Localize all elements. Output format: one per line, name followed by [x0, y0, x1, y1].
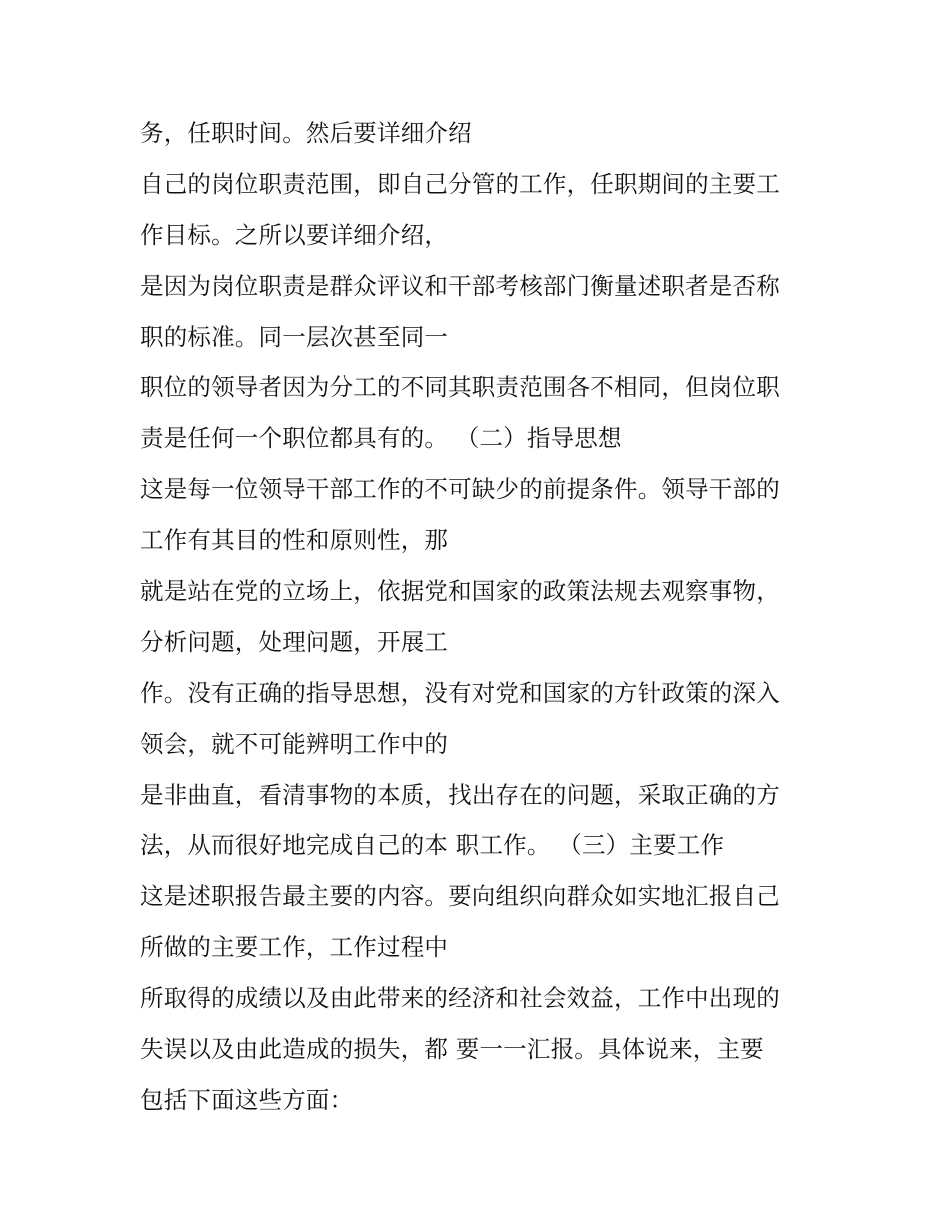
text-line-11: 分析问题，处理问题，开展工: [140, 627, 449, 656]
text-line-12: 作。没有正确的指导思想，没有对党和国家的方针政策的深入: [140, 678, 780, 707]
text-line-6: 职位的领导者因为分工的不同其职责范围各不相同，但岗位职: [140, 373, 780, 402]
text-line-9: 工作有其目的性和原则性，那: [140, 526, 449, 555]
text-line-16: 这是述职报告最主要的内容。要向组织向群众如实地汇报自己: [140, 882, 780, 911]
text-line-4: 是因为岗位职责是群众评议和干部考核部门衡量述职者是否称: [140, 271, 780, 300]
text-line-14: 是非曲直，看清事物的本质，找出存在的问题，采取正确的方: [140, 780, 780, 809]
text-line-5: 职的标准。同一层次甚至同一: [140, 322, 449, 351]
text-line-13: 领会，就不可能辨明工作中的: [140, 729, 449, 758]
text-line-19: 失误以及由此造成的损失，都 要一一汇报。具体说来，主要: [140, 1035, 764, 1064]
text-line-15: 法，从而很好地完成自己的本 职工作。 （三）主要工作: [140, 831, 725, 860]
text-line-18: 所取得的成绩以及由此带来的经济和社会效益，工作中出现的: [140, 984, 780, 1013]
text-line-1: 务，任职时间。然后要详细介绍: [140, 119, 472, 147]
text-line-10: 就是站在党的立场上，依据党和国家的政策法规去观察事物，: [140, 577, 780, 606]
text-line-7: 责是任何一个职位都具有的。 （二）指导思想: [140, 424, 622, 453]
text-line-3: 作目标。之所以要详细介绍，: [140, 220, 449, 249]
text-line-17: 所做的主要工作，工作过程中: [140, 933, 449, 962]
text-line-20: 包括下面这些方面：: [140, 1085, 354, 1114]
text-line-2: 自己的岗位职责范围，即自己分管的工作，任职期间的主要工: [140, 169, 780, 198]
body-text: [140, 108, 820, 1126]
text-line-8: 这是每一位领导干部工作的不可缺少的前提条件。领导干部的: [140, 475, 780, 504]
